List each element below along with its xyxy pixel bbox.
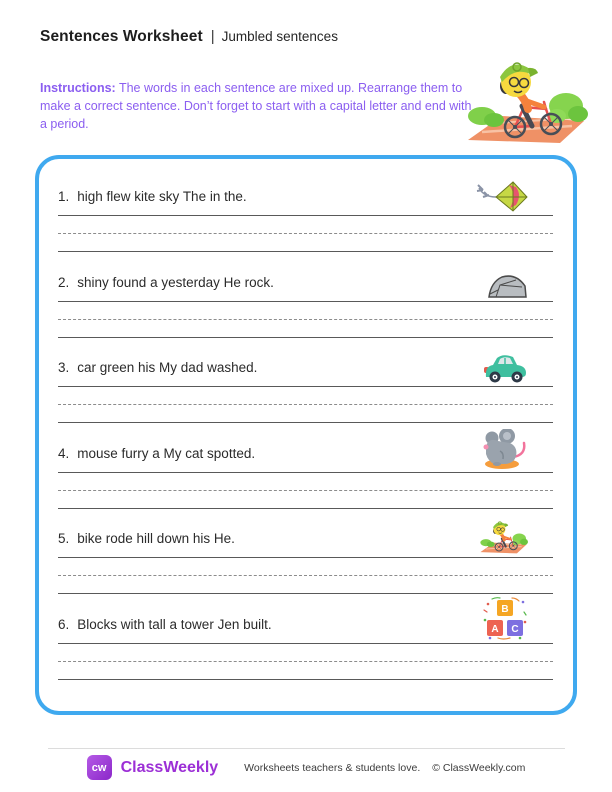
worksheet-item xyxy=(58,343,553,423)
worksheet-item xyxy=(58,258,553,338)
item-text: high flew kite sky The in the. xyxy=(77,189,247,204)
answer-line-solid xyxy=(58,337,553,338)
item-number: 4. xyxy=(58,445,70,461)
worksheet-item xyxy=(58,172,553,252)
footer-divider xyxy=(48,748,565,749)
kite-icon xyxy=(476,179,528,213)
footer-copyright: © ClassWeekly.com xyxy=(432,761,526,774)
blocks-icon xyxy=(482,596,528,641)
jumbled-sentence xyxy=(58,360,257,375)
sentence-row xyxy=(58,600,553,644)
block-letter-a: A xyxy=(491,623,499,635)
page-subtitle: Jumbled sentences xyxy=(221,29,338,44)
instructions-text: Instructions: The words in each sentence are mixed up. Rearrange them to make a correct sentence. Don’t forget to start with a capital letter and end with a period. xyxy=(40,81,472,131)
item-text: shiny found a yesterday He rock. xyxy=(77,274,274,290)
item-number: 1. xyxy=(58,189,70,204)
answer-line-dashed xyxy=(58,661,553,662)
jumbled-sentence xyxy=(58,275,274,290)
car-icon xyxy=(483,353,528,384)
jumbled-sentence xyxy=(58,189,247,204)
rock-icon xyxy=(486,272,528,299)
item-text: Blocks with tall a tower Jen built. xyxy=(77,616,272,632)
sentence-row xyxy=(58,258,553,302)
sentence-row xyxy=(58,514,553,558)
item-text: bike rode hill down his He. xyxy=(77,531,235,546)
page-title: Sentences Worksheet xyxy=(40,28,203,45)
item-number: 2. xyxy=(58,274,70,290)
item-text: car green his My dad washed. xyxy=(77,360,258,375)
mouse-icon xyxy=(480,429,528,470)
answer-line-solid xyxy=(58,422,553,423)
worksheet-item xyxy=(58,600,553,680)
brand-name: ClassWeekly xyxy=(120,758,219,776)
worksheet-box xyxy=(35,155,577,715)
jumbled-sentence xyxy=(58,617,272,632)
item-number: 3. xyxy=(58,360,70,375)
answer-line-dashed xyxy=(58,319,553,320)
answer-line-dashed xyxy=(58,233,553,234)
answer-line-solid xyxy=(58,679,553,680)
title-separator: | xyxy=(210,28,215,45)
answer-line-dashed xyxy=(58,575,553,576)
answer-line-dashed xyxy=(58,404,553,405)
sentence-row xyxy=(58,429,553,473)
item-text: mouse furry a My cat spotted. xyxy=(77,445,256,461)
bike-rider-icon xyxy=(478,518,528,555)
answer-line-solid xyxy=(58,251,553,252)
footer-tagline: Worksheets teachers & students love. xyxy=(244,761,421,774)
block-letter-c: C xyxy=(511,623,519,635)
worksheet-item xyxy=(58,514,553,594)
footer xyxy=(0,755,612,780)
block-letter-b: B xyxy=(501,603,509,615)
header xyxy=(40,28,338,46)
item-number: 6. xyxy=(58,616,70,632)
jumbled-sentence xyxy=(58,446,255,461)
answer-line-dashed xyxy=(58,490,553,491)
instructions-label: Instructions: xyxy=(40,81,116,95)
bike-rider-illustration xyxy=(462,54,588,147)
answer-line-solid xyxy=(58,508,553,509)
sentence-row xyxy=(58,343,553,387)
jumbled-sentence xyxy=(58,531,235,546)
classweekly-logo: cw xyxy=(87,755,112,780)
worksheet-item xyxy=(58,429,553,509)
sentence-row xyxy=(58,172,553,216)
answer-line-solid xyxy=(58,593,553,594)
item-number: 5. xyxy=(58,531,70,546)
